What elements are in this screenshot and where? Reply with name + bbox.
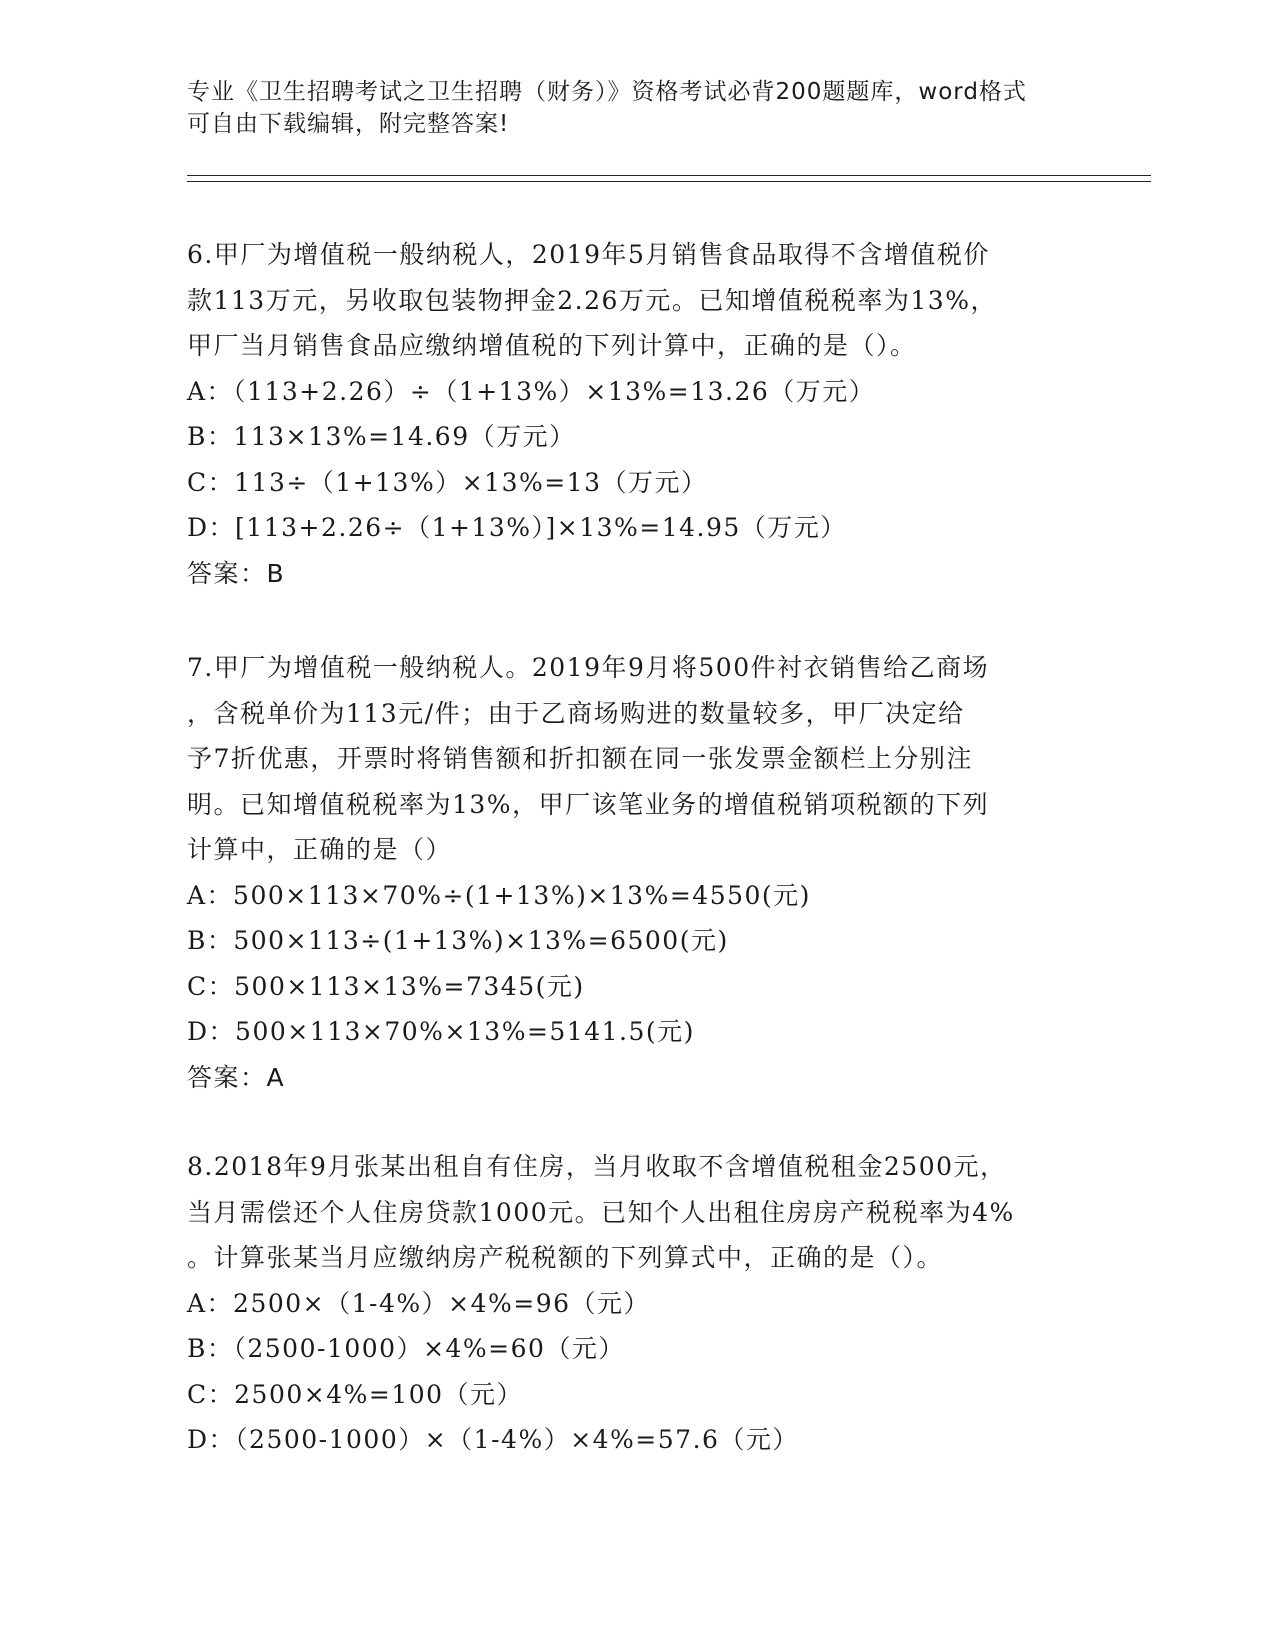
question-text-line: 当月需偿还个人住房贷款1000元。已知个人出租住房房产税税率为4% bbox=[187, 1197, 1015, 1227]
option-d: D：（2500-1000）×（1-4%）×4%=57.6（元） bbox=[187, 1425, 799, 1454]
option-a: A：500×113×70%÷(1+13%)×13%=4550(元) bbox=[187, 880, 811, 910]
question-text-line: 甲厂当月销售食品应缴纳增值税的下列计算中，正确的是（）。 bbox=[187, 331, 917, 360]
option-a: A：2500×（1-4%）×4%=96（元） bbox=[187, 1288, 651, 1318]
question-text-line: 6.甲厂为增值税一般纳税人，2019年5月销售食品取得不含增值税价 bbox=[187, 240, 990, 269]
question-text-line: 。计算张某当月应缴纳房产税税额的下列算式中，正确的是（）。 bbox=[187, 1243, 944, 1272]
question-8 bbox=[187, 1144, 1087, 1463]
question-6 bbox=[187, 232, 1087, 597]
question-text-line: 7.甲厂为增值税一般纳税人。2019年9月将500件衬衣销售给乙商场 bbox=[187, 653, 990, 682]
question-text-line: 8.2018年9月张某出租自有住房，当月收取不含增值税租金2500元， bbox=[187, 1152, 1007, 1181]
header-divider-top bbox=[187, 175, 1151, 176]
option-d: D：500×113×70%×13%=5141.5(元) bbox=[187, 1017, 695, 1046]
header-line-2: 可自由下载编辑，附完整答案! bbox=[187, 111, 510, 137]
answer-line: 答案：A bbox=[187, 1062, 286, 1092]
option-c: C：2500×4%=100（元） bbox=[187, 1379, 524, 1409]
question-text-line: ，含税单价为113元/件；由于乙商场购进的数量较多，甲厂决定给 bbox=[187, 698, 965, 728]
option-b: B：500×113÷(1+13%)×13%=6500(元) bbox=[187, 926, 729, 955]
answer-line: 答案：B bbox=[187, 558, 286, 588]
option-c: C：113÷（1+13%）×13%=13（万元） bbox=[187, 467, 708, 497]
question-text-line: 款113万元，另收取包装物押金2.26万元。已知增值税税率为13%， bbox=[187, 285, 997, 315]
question-text-line: 明。已知增值税税率为13%，甲厂该笔业务的增值税销项税额的下列 bbox=[187, 789, 990, 819]
option-d: D：[113+2.26÷（1+13%）]×13%=14.95（万元） bbox=[187, 513, 847, 542]
question-text-line: 计算中，正确的是（） bbox=[187, 835, 453, 864]
question-7 bbox=[187, 645, 1087, 1101]
option-b: B：113×13%=14.69（万元） bbox=[187, 422, 576, 451]
option-a: A：（113+2.26）÷（1+13%）×13%=13.26（万元） bbox=[187, 376, 876, 406]
option-b: B：（2500-1000）×4%=60（元） bbox=[187, 1334, 625, 1363]
header-line-1: 专业《卫生招聘考试之卫生招聘（财务）》资格考试必背200题题库，word格式 bbox=[187, 79, 1027, 105]
question-text-line: 予7折优惠，开票时将销售额和折扣额在同一张发票金额栏上分别注 bbox=[187, 744, 973, 773]
header-divider-bottom bbox=[187, 181, 1151, 182]
option-c: C：500×113×13%=7345(元) bbox=[187, 971, 585, 1001]
document-header bbox=[187, 76, 1067, 140]
